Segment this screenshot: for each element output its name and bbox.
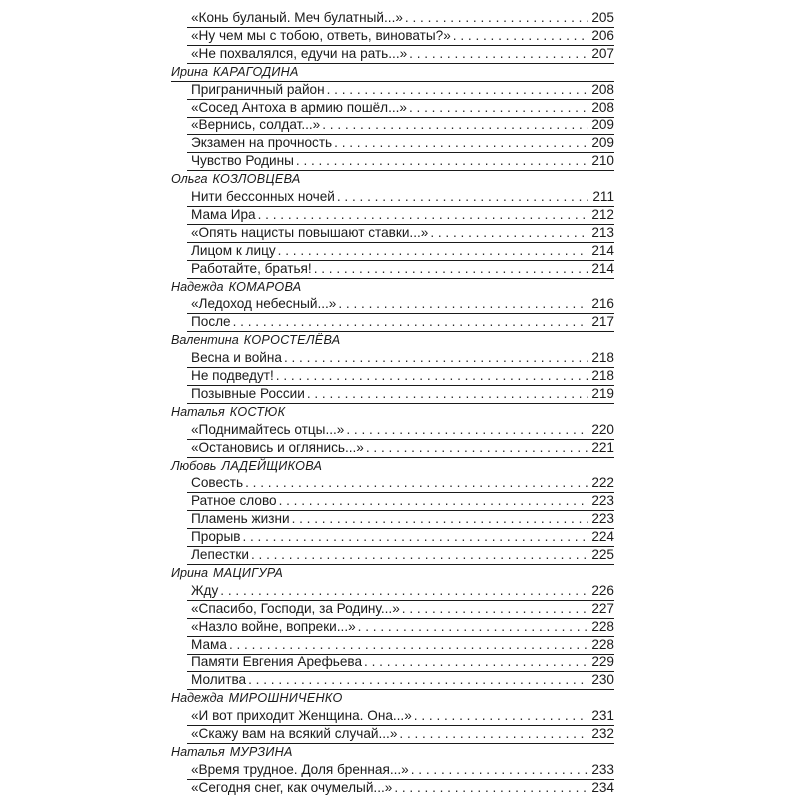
dot-leader — [453, 27, 588, 45]
dot-leader — [414, 707, 588, 725]
author-first-name: Надежда — [171, 691, 224, 706]
toc-entry-page-number: 217 — [591, 314, 614, 330]
toc-entry-page-number: 206 — [591, 27, 614, 43]
dot-leader — [358, 618, 588, 636]
author-heading — [171, 743, 614, 761]
dot-leader — [229, 636, 588, 654]
toc-entry-page-number: 208 — [591, 99, 614, 115]
toc-entry-title: Работайте, братья! — [191, 260, 312, 276]
toc-entry-title: «Сегодня снег, как очумелый...» — [191, 779, 393, 795]
author-last-name: КОЗЛОВЦЕВА — [212, 172, 301, 187]
toc-entry-page-number: 220 — [591, 421, 614, 437]
toc-entry-title: «Ну чем мы с тобою, ответь, виноваты?» — [191, 27, 451, 43]
toc-entry-title: Прорыв — [191, 529, 241, 545]
dot-leader — [399, 725, 588, 743]
dot-leader — [346, 421, 588, 439]
dot-leader — [327, 81, 588, 99]
toc-entry-page-number: 212 — [591, 206, 614, 222]
toc-entry-title: «Назло войне, вопреки...» — [191, 618, 356, 634]
dot-leader — [405, 9, 588, 27]
dot-leader — [409, 45, 588, 63]
toc-entry-title: «Не похвалялся, едучи на рать...» — [191, 45, 408, 61]
toc-entry — [171, 206, 614, 224]
author-heading — [171, 170, 614, 188]
toc-entry — [171, 761, 614, 779]
dot-leader — [338, 295, 588, 313]
toc-entry-title: Весна и война — [191, 350, 282, 366]
dot-leader — [284, 349, 588, 367]
toc-entry-page-number: 216 — [591, 296, 614, 312]
toc-entry — [171, 618, 614, 636]
toc-entry-title: «Остановись и оглянись...» — [191, 439, 364, 455]
toc-entry — [171, 134, 614, 152]
author-heading — [171, 689, 614, 707]
dot-leader — [242, 528, 588, 546]
author-first-name: Валентина — [171, 333, 239, 348]
author-last-name: МУРЗИНА — [229, 744, 293, 759]
toc-entry — [171, 636, 614, 654]
toc-entry — [171, 582, 614, 600]
dot-leader — [394, 779, 588, 797]
author-last-name: КОСТЮК — [229, 404, 286, 419]
toc-entry-title: «Опять нацисты повышают ставки...» — [191, 224, 429, 240]
dot-leader — [366, 439, 588, 457]
dot-leader — [245, 474, 588, 492]
toc-entry-title: Лепестки — [191, 547, 249, 562]
toc-entry-page-number: 208 — [591, 81, 614, 97]
author-last-name: КОМАРОВА — [228, 279, 302, 294]
toc-entry-title: Лицом к лицу — [191, 242, 276, 258]
toc-entry-page-number: 221 — [591, 439, 614, 455]
dot-leader — [276, 367, 588, 385]
toc-entry-page-number: 232 — [591, 726, 614, 741]
dot-leader — [292, 510, 588, 528]
toc-entry-page-number: 233 — [591, 761, 614, 777]
dot-leader — [248, 671, 588, 689]
toc-entry — [171, 349, 614, 367]
author-heading — [171, 564, 614, 582]
dot-leader — [402, 600, 588, 618]
dot-leader — [233, 313, 588, 331]
toc-entry-page-number: 218 — [591, 350, 614, 366]
author-last-name: КАРАГОДИНА — [212, 64, 299, 79]
toc-entry-title: Пламень жизни — [191, 511, 290, 527]
toc-entry-page-number: 225 — [591, 547, 614, 562]
toc-entry — [171, 653, 614, 671]
author-last-name: КОРОСТЕЛЁВА — [243, 333, 341, 348]
author-last-name: МИРОШНИЧЕНКО — [228, 691, 343, 706]
toc-entry-page-number: 205 — [591, 10, 614, 25]
dot-leader — [337, 188, 588, 206]
author-first-name: Любовь — [171, 458, 217, 473]
author-first-name: Ирина — [171, 64, 208, 79]
toc-entry-page-number: 213 — [591, 224, 614, 240]
toc-entry-title: Ратное слово — [191, 493, 277, 509]
toc-entry — [171, 421, 614, 439]
toc-entry — [171, 779, 614, 797]
toc-entry-page-number: 229 — [591, 654, 614, 670]
toc-entry — [171, 474, 614, 492]
toc-entry-page-number: 209 — [591, 135, 614, 151]
toc-entry — [171, 81, 614, 99]
toc-entry-title: Приграничный район — [191, 81, 325, 97]
toc-entry-title: Молитва — [191, 672, 247, 688]
toc-entry-page-number: 223 — [591, 511, 614, 527]
toc-entry — [171, 600, 614, 618]
toc-entry-page-number: 211 — [592, 189, 614, 204]
toc-entry-page-number: 224 — [591, 529, 614, 545]
toc-entry — [171, 9, 614, 27]
toc-entry-page-number: 230 — [591, 672, 614, 688]
dot-leader — [296, 152, 588, 170]
author-first-name: Ольга — [171, 172, 208, 187]
toc-entry — [171, 313, 614, 331]
dot-leader — [251, 546, 588, 564]
toc-entry-title: Экзамен на прочность — [191, 135, 333, 151]
toc-entry — [171, 546, 614, 564]
author-heading — [171, 278, 614, 296]
toc-entry — [171, 242, 614, 260]
author-last-name: МАЦИГУРА — [212, 565, 284, 580]
toc-entry-page-number: 228 — [591, 618, 614, 634]
toc-entry-title: Мама — [191, 636, 227, 652]
toc-entry — [171, 27, 614, 45]
toc-entry-title: «Время трудное. Доля бренная...» — [191, 761, 409, 777]
author-heading — [171, 403, 614, 421]
toc-entry-title: «Конь буланый. Меч булатный...» — [191, 10, 403, 25]
dot-leader — [258, 206, 588, 224]
toc-entry-title: «Ледоход небесный...» — [191, 296, 337, 312]
toc-entry — [171, 528, 614, 546]
dot-leader — [411, 761, 588, 779]
toc-entry-title: «Сосед Антоха в армию пошёл...» — [191, 99, 407, 115]
toc-entry-page-number: 207 — [591, 45, 614, 61]
toc-entry-page-number: 209 — [591, 117, 614, 133]
toc-entry-page-number: 214 — [591, 260, 614, 276]
toc-entry — [171, 725, 614, 743]
author-first-name: Наталья — [171, 404, 225, 419]
toc-entry — [171, 707, 614, 725]
toc-entry — [171, 188, 614, 206]
toc-entry-title: Мама Ира — [191, 206, 256, 222]
toc-entry — [171, 99, 614, 117]
toc-entry — [171, 45, 614, 63]
author-heading — [171, 331, 614, 349]
toc-entry — [171, 260, 614, 278]
author-last-name: ЛАДЕЙЩИКОВА — [221, 458, 323, 473]
toc-entry-title: Жду — [191, 582, 219, 598]
toc-entry-title: Нити бессонных ночей — [191, 189, 335, 204]
toc-entry-title: «Поднимайтесь отцы...» — [191, 421, 345, 437]
dot-leader — [322, 116, 588, 134]
author-heading — [171, 63, 614, 81]
toc-entry-page-number: 234 — [591, 779, 614, 795]
toc-entry — [171, 492, 614, 510]
toc-entry-title: Памяти Евгения Арефьева — [191, 654, 363, 670]
toc-entry — [171, 439, 614, 457]
toc-entry-page-number: 210 — [591, 153, 614, 169]
toc-entry — [171, 295, 614, 313]
toc-entry-page-number: 227 — [591, 600, 614, 616]
toc-entry — [171, 367, 614, 385]
dot-leader — [364, 653, 588, 671]
toc-entry — [171, 510, 614, 528]
author-first-name: Ирина — [171, 565, 208, 580]
toc-entry-page-number: 228 — [591, 636, 614, 652]
dot-leader — [307, 385, 588, 403]
dot-leader — [314, 260, 588, 278]
toc-entry-page-number: 226 — [591, 582, 614, 598]
toc-entry-title: «И вот приходит Женщина. Она...» — [191, 708, 412, 724]
toc-entry-title: «Скажу вам на всякий случай...» — [191, 726, 398, 741]
toc-entry-title: Не подведут! — [191, 368, 274, 383]
author-first-name: Наталья — [171, 744, 225, 759]
toc-entry-title: «Вернись, солдат...» — [191, 117, 321, 133]
toc-entry-page-number: 214 — [591, 242, 614, 258]
dot-leader — [409, 99, 588, 117]
dot-leader — [430, 224, 588, 242]
toc-entry-title: «Спасибо, Господи, за Родину...» — [191, 600, 400, 616]
author-heading — [171, 457, 614, 475]
toc-entry-title: После — [191, 314, 231, 330]
toc-entry-page-number: 223 — [591, 493, 614, 509]
toc-entry — [171, 671, 614, 689]
toc-entry — [171, 224, 614, 242]
dot-leader — [278, 242, 588, 260]
table-of-contents — [171, 8, 614, 793]
toc-entry — [171, 152, 614, 170]
toc-entry-title: Совесть — [191, 475, 244, 491]
author-first-name: Надежда — [171, 279, 224, 294]
toc-entry-page-number: 222 — [591, 475, 614, 491]
toc-entry-page-number: 218 — [591, 368, 614, 383]
dot-leader — [279, 492, 588, 510]
toc-entry-page-number: 219 — [591, 385, 614, 401]
toc-entry — [171, 116, 614, 134]
dot-leader — [220, 582, 588, 600]
toc-entry-page-number: 231 — [591, 708, 614, 724]
toc-entry — [171, 385, 614, 403]
toc-entry-title: Чувство Родины — [191, 153, 294, 169]
toc-entry-title: Позывные России — [191, 385, 305, 401]
dot-leader — [334, 134, 588, 152]
